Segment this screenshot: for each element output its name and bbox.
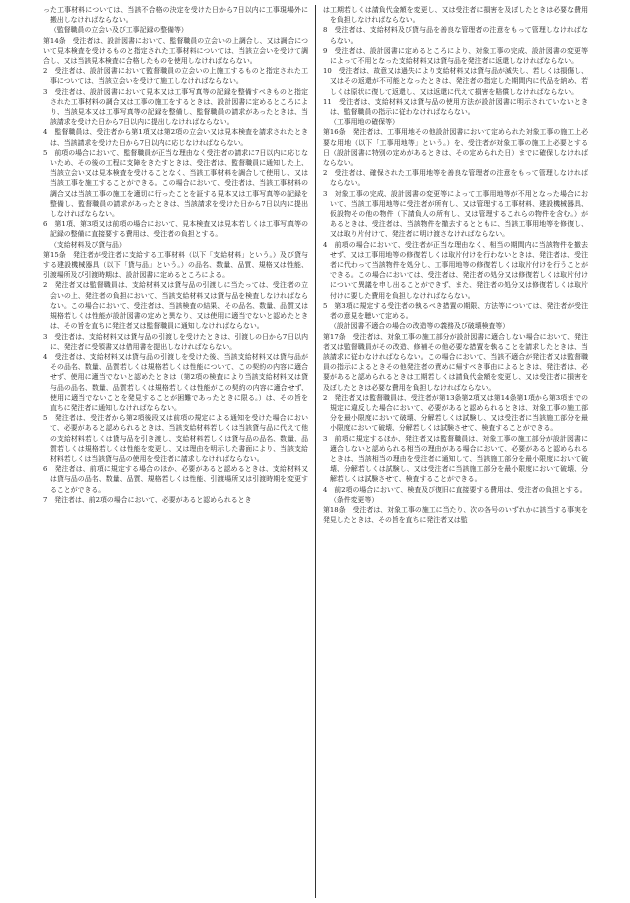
article-paragraph: 5 前項の場合において、監督職員が正当な理由なく受注者の請求に7日以内に応じないため、その後の工程に支障をきたすときは、受注者は、監督職員に通知した上、当該立会い又は見本検査を受けることなく、当該工事材料を調合して使用し、又は当該工事を施工することができる。この場合において、受注者は、当該工事材料の調合又は当該工事の施工を適切に行ったことを証する見本又は工事写真等の記録を整備し、監督職員の請求があったときは、当該請求を受けた日から7日以内に提出しなければならない。 xyxy=(43,148,308,219)
article-paragraph: 第14条 受注者は、設計図書において、監督職員の立会いの上調合し、又は調合について見本検査を受けるものと指定された工事材料については、当該立会いを受けて調合し、又は当該見本検査に合格したものを使用しなければならない。 xyxy=(43,36,308,66)
article-paragraph: 5 発注者は、受注者から第2項後段又は前項の規定による通知を受けた場合において、必要があると認められるときは、当該支給材料若しくは当該貸与品に代えて他の支給材料若しくは貸与品を引き渡し、支給材料若しくは貸与品の品名、数量、品質若しくは規格若しくは性能を変更し、又は理由を明示した書面により、当該支給材料若しくは当該貸与品の使用を受注者に請求しなければならない。 xyxy=(43,414,308,463)
article-paragraph: 3 受注者は、設計図書において見本又は工事写真等の記録を整備すべきものと指定された工事材料の調合又は工事の施工をするときは、設計図書に定めるところにより、当該見本又は工事写真等の記録を整備し、監督職員の請求があったときは、当該請求を受けた日から7日以内に提出しなければならない。 xyxy=(43,87,308,127)
article-paragraph: 4 受注者は、支給材料又は貸与品の引渡しを受けた後、当該支給材料又は貸与品がその品名、数量、品質若しくは規格若しくは性能について、この契約の内容に適合せず、使用に適当でないと認めたときは（第2項の検査により当該支給材料又は貸与品の品名、数量、品質若しくは規格若しくは性能がこの契約の内容に適合せず、使用に適当でないことを発見することが困難であったときに限る。）は、その旨を直ちに発注者に通知しなければならない。 xyxy=(43,352,308,412)
article-paragraph: 6 発注者は、前項に規定する場合のほか、必要があると認めるときは、支給材料又は貸与品の品名、数量、品質、規格若しくは性能、引渡場所又は引渡時期を変更することができる。 xyxy=(43,465,308,494)
article-paragraph: 2 発注者又は監督職員は、受注者が第13条第2項又は第14条第1項から第3項までの規定に違反した場合において、必要があると認められるときは、対象工事の施工部分を最小限度において破壊、分解若しくは試験し、又は受注者に当該施工部分を最小限度において破壊、分解若しくは試験させて、検査することができる。 xyxy=(323,393,588,433)
article-paragraph: 8 受注者は、支給材料及び貸与品を善良な管理者の注意をもって管理しなければならない。 xyxy=(323,26,588,45)
section-heading: （支給材料及び貸与品） xyxy=(50,240,126,249)
article-paragraph: 6 第1項、第3項又は前項の場合において、見本検査又は見本若しくは工事写真等の記録の整備に直接要する費用は、受注者の負担とする。 xyxy=(43,220,308,239)
article-paragraph: 第16条 発注者は、工事用地その他設計図書において定められた対象工事の施工上必要な用地（以下「工事用地等」という。）を、受注者が対象工事の施工上必要とする日（設計図書に特別の定めがあるときは、その定められた日）までに確保しなければならない。 xyxy=(323,128,588,168)
article-paragraph: 第15条 発注者が受注者に支給する工事材料（以下「支給材料」という。）及び貸与する建設機械器具（以下「貸与品」という。）の品名、数量、品質、規格又は性能、引渡場所及び引渡時期は、設計図書に定めるところによる。 xyxy=(43,250,308,280)
article-paragraph: 4 前項の場合において、受注者が正当な理由なく、相当の期間内に当該物件を撤去せず、又は工事用地等の修復若しくは取片付けを行わないときは、発注者は、受注者に代わって当該物件を処分し、工事用地等の修復若しくは取片付けを行うことができる。この場合においては、受注者は、発注者の処分又は修復若しくは取片付けについて異議を申し出ることができず、また、発注者の処分又は修復若しくは取片付けに要した費用を負担しなければならない。 xyxy=(323,240,588,300)
article-paragraph: 7 発注者は、前2項の場合において、必要があると認められるとき xyxy=(43,495,252,504)
article-paragraph: 2 受注者は、設計図書において監督職員の立会いの上施工するものと指定された工事については、当該立会いを受けて施工しなければならない。 xyxy=(43,67,308,86)
article-paragraph: 2 発注者又は監督職員は、支給材料又は貸与品の引渡しに当たっては、受注者の立会いの上、発注者の負担において、当該支給材料又は貸与品を検査しなければならない。この場合において、受注者は、当該検査の結果、その品名、数量、品質又は規格若しくは性能が設計図書の定めと異なり、又は使用に適当でないと認めたときは、その旨を直ちに発注者又は監督職員に通知しなければならない。 xyxy=(43,281,308,331)
article-paragraph: 5 第3項に規定する受注者の執るべき措置の期限、方法等については、発注者が受注者の意見を聴いて定める。 xyxy=(323,301,588,321)
right-column xyxy=(323,5,588,525)
article-paragraph: 4 監督職員は、受注者から第1項又は第2項の立会い又は見本検査を請求されたときは、当該請求を受けた日から7日以内に応じなければならない。 xyxy=(43,128,308,147)
article-paragraph: 3 対象工事の完成、設計図書の変更等によって工事用地等が不用となった場合において、当該工事用地等に受注者が所有し、又は管理する工事材料、建設機械器具、仮設物その他の物件（下請負人の所有し、又は管理するこれらの物件を含む。）があるときは、受注者は、当該物件を撤去するとともに、当該工事用地等を修復し、又は取り片付けて、発注者に明け渡さなければならない。 xyxy=(323,189,588,239)
column-divider xyxy=(315,5,316,898)
article-paragraph: った工事材料については、当該不合格の決定を受けた日から7日以内に工事現場外に搬出しなければならない。 xyxy=(43,6,308,25)
section-heading: （工事用地の確保等） xyxy=(330,118,399,127)
article-paragraph: 第18条 受注者は、対象工事の施工に当たり、次の各号のいずれかに該当する事実を発見したときは、その旨を直ちに発注者又は監 xyxy=(323,505,588,525)
article-paragraph: 3 受注者は、支給材料又は貸与品の引渡しを受けたときは、引渡しの日から7日以内に、発注者に受領書又は借用書を提出しなければならない。 xyxy=(43,332,308,351)
article-paragraph: 9 受注者は、設計図書に定めるところにより、対象工事の完成、設計図書の変更等によって不用となった支給材料又は貸与品を発注者に返還しなければならない。 xyxy=(323,46,588,66)
article-paragraph: 2 受注者は、確保された工事用地等を善良な管理者の注意をもって管理しなければならない。 xyxy=(323,169,588,188)
left-column xyxy=(43,5,308,505)
article-paragraph: 10 受注者は、故意又は過失により支給材料又は貸与品が滅失し、若しくは損傷し、又はその返還が不可能となったときは、発注者の指定した期間内に代品を納め、若しくは原状に復して返還し、又は返還に代えて損害を賠償しなければならない。 xyxy=(323,67,588,96)
section-heading: （条件変更等） xyxy=(330,495,379,504)
section-heading: （監督職員の立会い及び工事記録の整備等） xyxy=(50,26,188,35)
article-paragraph: 11 受注者は、支給材料又は貸与品の使用方法が設計図書に明示されていないときは、監督職員の指示に従わなければならない。 xyxy=(323,97,588,117)
section-heading: （設計図書不適合の場合の改造等の義務及び破壊検査等） xyxy=(330,322,510,331)
article-paragraph: は工期若しくは請負代金額を変更し、又は受注者に損害を及ぼしたときは必要な費用を負担しなければならない。 xyxy=(323,6,588,25)
article-paragraph: 第17条 受注者は、対象工事の施工部分が設計図書に適合しない場合において、発注者又は監督職員がその改造、修補その他必要な措置を執ることを請求したときは、当該請求に従わなければならない。この場合において、当該不適合が発注者又は監督職員の指示によるときその他発注者の責めに帰すべき事由によるときは、発注者は、必要があると認められるときは工期若しくは請負代金額を変更し、又は受注者に損害を及ぼしたときは必要な費用を負担しなければならない。 xyxy=(323,332,588,392)
article-paragraph: 3 前項に規定するほか、発注者又は監督職員は、対象工事の施工部分が設計図書に適合しないと認められる相当の理由がある場合において、必要があると認められるときは、当該相当の理由を受注者に通知して、当該施工部分を最小限度において破壊、分解若しくは試験し、又は受注者に当該施工部分を最小限度において破壊、分解若しくは試験させて、検査することができる。 xyxy=(323,434,588,484)
article-paragraph: 4 前2項の場合において、検査及び復旧に直接要する費用は、受注者の負担とする。 xyxy=(323,485,587,494)
